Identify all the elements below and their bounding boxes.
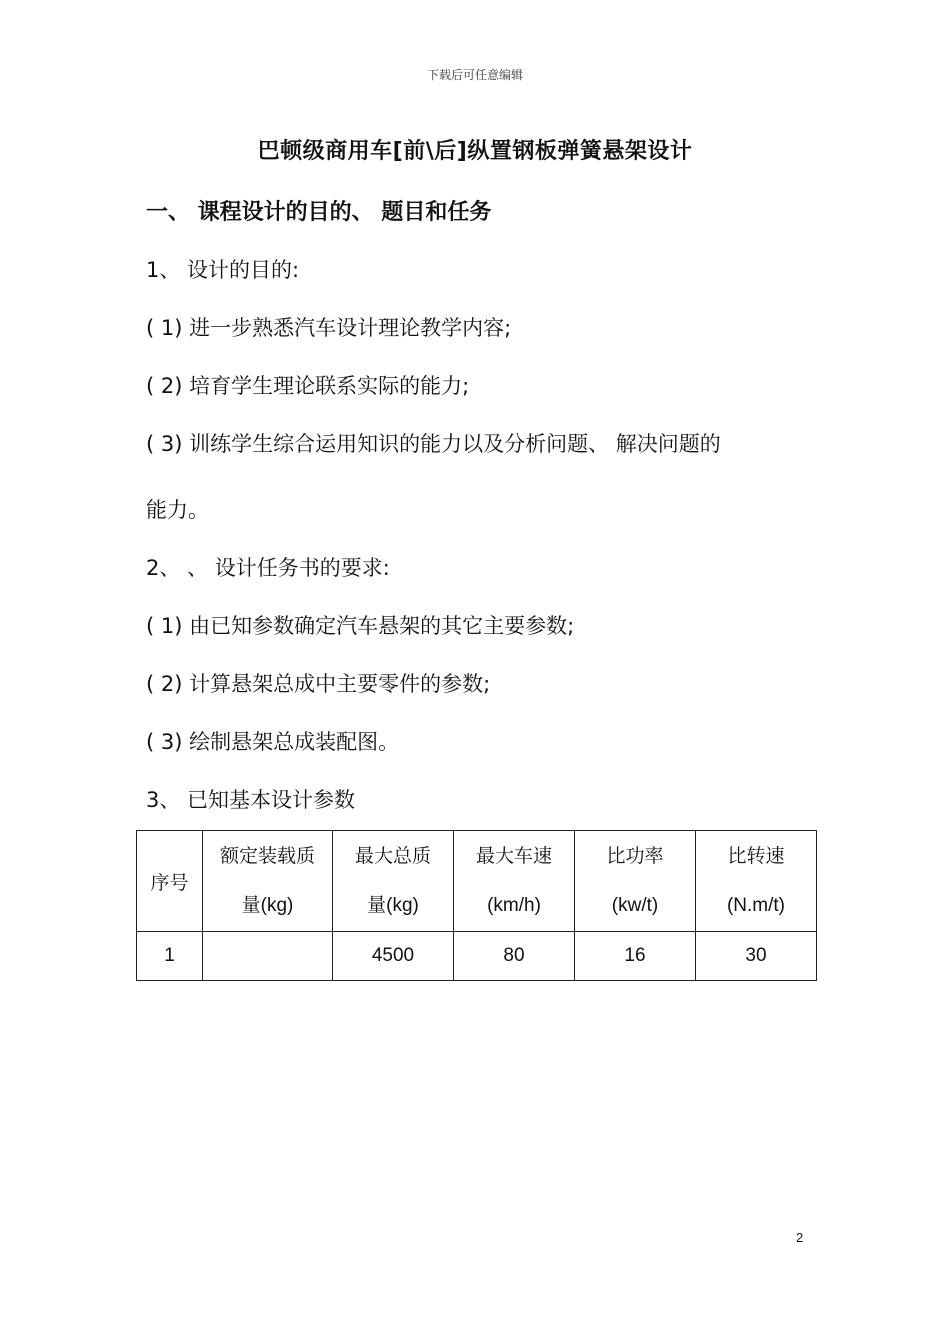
header-line: 最大车速	[475, 845, 552, 867]
table-cell: 80	[454, 932, 575, 981]
header-line: 比功率	[606, 845, 664, 867]
table-cell	[203, 932, 333, 981]
parameters-table	[136, 830, 817, 981]
table-cell: 1	[137, 932, 203, 981]
header-line: 额定装载质	[219, 845, 315, 867]
text-line: 能力。	[146, 498, 209, 522]
header-unit: (kw/t)	[611, 895, 659, 916]
header-unit: (N.m/t)	[726, 895, 786, 916]
table-header-cell	[575, 831, 696, 932]
text-line: ( 3) 训练学生综合运用知识的能力以及分析问题、 解决问题的	[146, 432, 721, 456]
header-line: 最大总质	[354, 845, 431, 867]
text-line: ( 1) 进一步熟悉汽车设计理论教学内容;	[146, 316, 512, 340]
header-line: 比转速	[727, 845, 785, 867]
text-line: ( 1) 由已知参数确定汽车悬架的其它主要参数;	[146, 614, 575, 638]
page-number: 2	[796, 1230, 804, 1245]
table-header-cell: 序号	[137, 831, 203, 932]
table-row	[137, 932, 817, 981]
table-cell: 4500	[333, 932, 454, 981]
table-header-cell	[333, 831, 454, 932]
text-line: ( 3) 绘制悬架总成装配图。	[146, 730, 400, 754]
table-header-cell	[696, 831, 817, 932]
header-note: 下载后可任意编辑	[426, 68, 523, 82]
table-header-cell	[203, 831, 333, 932]
text-line: 2、 、 设计任务书的要求:	[146, 556, 390, 580]
section-heading: 一、 课程设计的目的、 题目和任务	[146, 200, 492, 225]
table-cell: 30	[696, 932, 817, 981]
table-cell: 16	[575, 932, 696, 981]
text-line: ( 2) 计算悬架总成中主要零件的参数;	[146, 672, 491, 696]
document-title: 巴顿级商用车[前\后]纵置钢板弹簧悬架设计	[257, 139, 693, 164]
text-line: 3、 已知基本设计参数	[146, 788, 356, 812]
table-header-row	[137, 831, 817, 932]
text-line: ( 2) 培育学生理论联系实际的能力;	[146, 374, 470, 398]
text-line: 1、 设计的目的:	[146, 258, 300, 282]
table-header-cell	[454, 831, 575, 932]
header-unit: 量(kg)	[367, 895, 419, 916]
header-unit: 量(kg)	[241, 895, 294, 916]
header-unit: (km/h)	[487, 895, 541, 916]
